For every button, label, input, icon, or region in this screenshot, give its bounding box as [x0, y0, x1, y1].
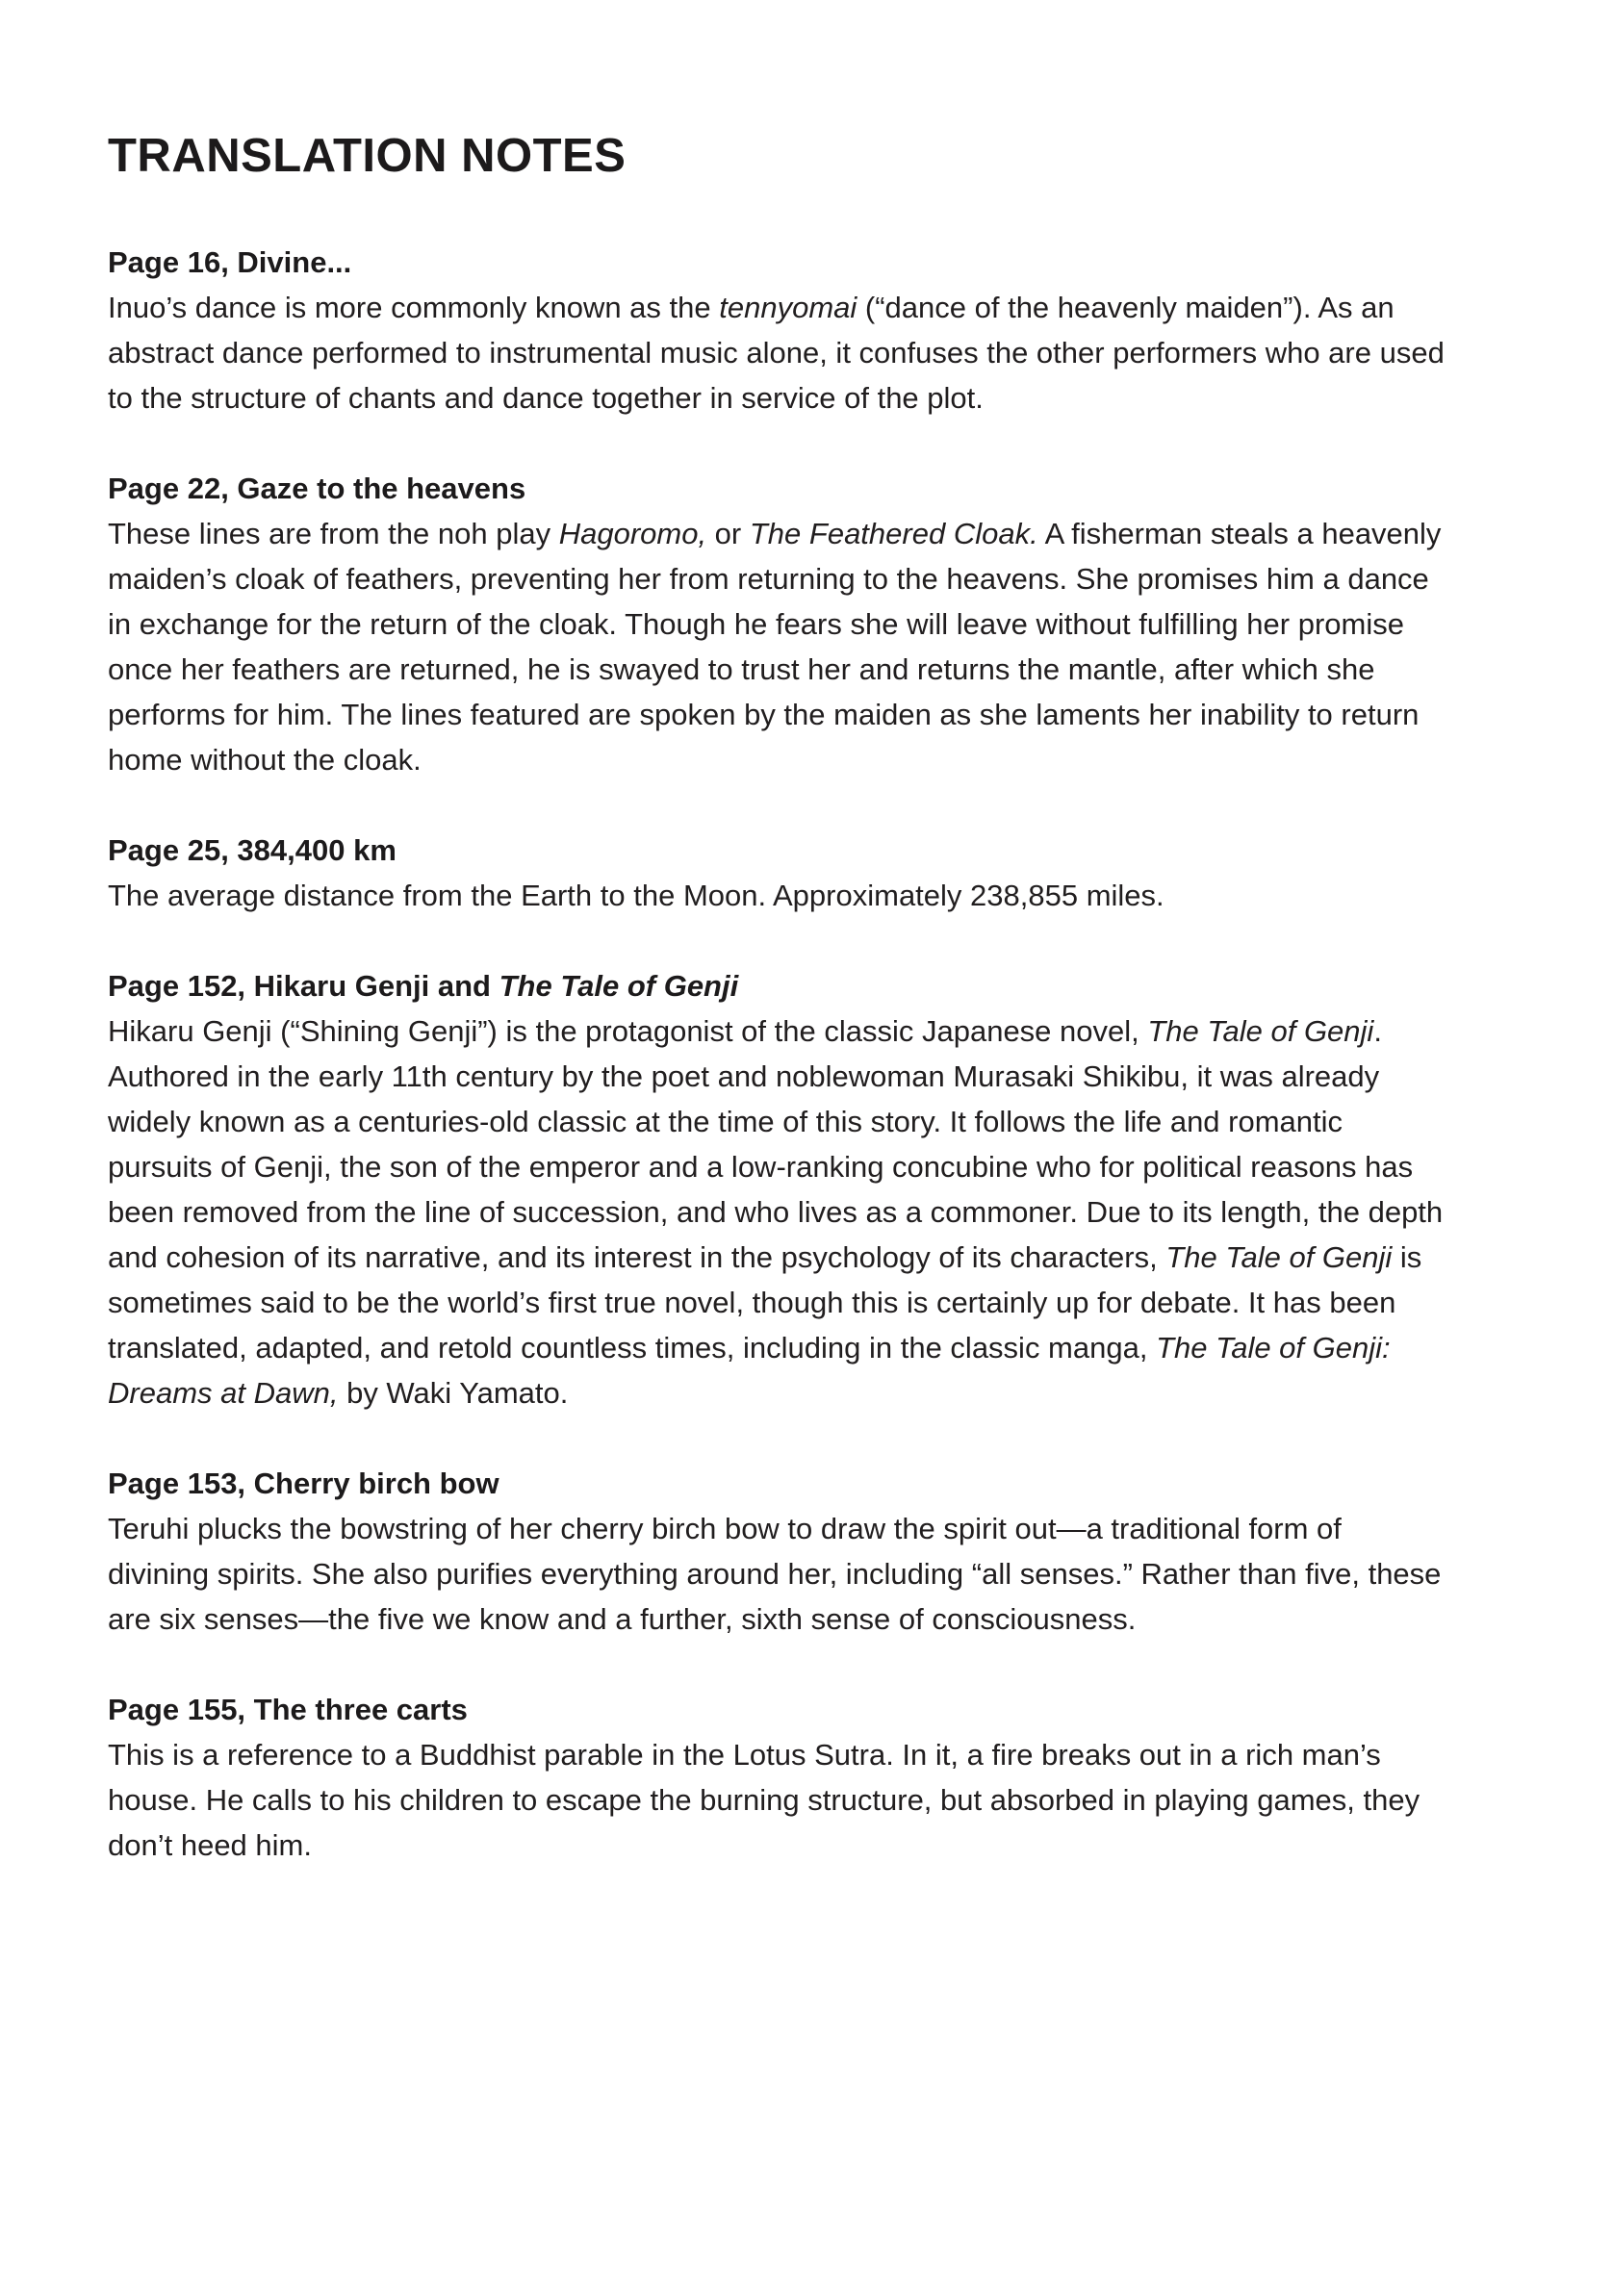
note-section-page-152 — [108, 963, 1447, 1416]
note-section-page-16 — [108, 240, 1447, 421]
note-body: This is a reference to a Buddhist parable in the Lotus Sutra. In it, a fire breaks out in a rich man’s house. He calls to his children to escape the burning structure, but absorbed in playing games, they don’t heed him. — [108, 1738, 1420, 1862]
note-heading: Page 153, Cherry birch bow — [108, 1467, 499, 1500]
text-column — [108, 130, 1447, 1868]
note-heading: Page 152, Hikaru Genji and The Tale of Genji — [108, 969, 739, 1003]
note-section-page-153 — [108, 1461, 1447, 1642]
note-body: Teruhi plucks the bowstring of her cherry birch bow to draw the spirit out—a traditional form of divining spirits. She also purifies everything around her, including “all senses.” Rather than five, these are six senses—the five we know and a further, sixth sense of consciousness. — [108, 1512, 1442, 1636]
note-body: The average distance from the Earth to the Moon. Approximately 238,855 miles. — [108, 879, 1164, 912]
note-body: Hikaru Genji (“Shining Genji”) is the protagonist of the classic Japanese novel, The Tale of Genji. Authored in the early 11th century by the poet and noblewoman Murasaki Shikibu, it was already widely known as a centuries-old classic at the time of this story. It follows the life and romantic pursuits of Genji, the son of the emperor and a low-ranking concubine who for political reasons has been removed from the line of succession, and who lives as a commoner. Due to its length, the depth and cohesion of its narrative, and its interest in the psychology of its characters, The Tale of Genji is sometimes said to be the world’s first true novel, though this is certainly up for debate. It has been translated, adapted, and retold countless times, including in the classic manga, The Tale of Genji: Dreams at Dawn, by Waki Yamato. — [108, 1014, 1444, 1410]
note-heading: Page 25, 384,400 km — [108, 833, 397, 867]
note-body: Inuo’s dance is more commonly known as the tennyomai (“dance of the heavenly maiden”). As an abstract dance performed to instrumental music alone, it confuses the other performers who are used to the structure of chants and dance together in service of the plot. — [108, 291, 1445, 415]
note-heading: Page 16, Divine... — [108, 245, 352, 279]
note-body: These lines are from the noh play Hagoromo, or The Feathered Cloak. A fisherman steals a heavenly maiden’s cloak of feathers, preventing her from returning to the heavens. She promises him a dance in exchange for the return of the cloak. Though he fears she will leave without fulfilling her promise once her feathers are returned, he is swayed to trust her and returns the mantle, after which she performs for him. The lines featured are spoken by the maiden as she laments her inability to return home without the cloak. — [108, 517, 1442, 777]
page-title: TRANSLATION NOTES — [108, 130, 627, 182]
note-section-page-22 — [108, 466, 1447, 782]
note-heading: Page 22, Gaze to the heavens — [108, 472, 526, 505]
note-section-page-155 — [108, 1687, 1447, 1868]
note-heading: Page 155, The three carts — [108, 1693, 468, 1726]
note-section-page-25 — [108, 828, 1447, 918]
